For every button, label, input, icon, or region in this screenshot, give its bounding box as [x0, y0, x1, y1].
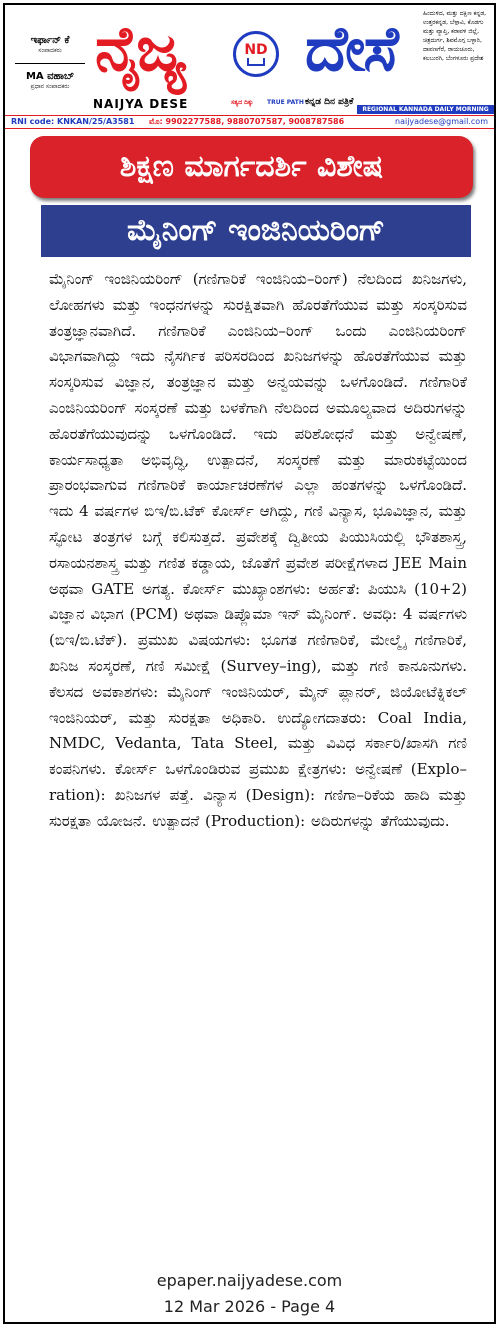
paper-tagline: ಕನ್ನಡ ದಿನ ಪತ್ರಿಕೆ: [305, 97, 354, 107]
editor-credit: [9, 35, 91, 55]
phone-numbers: ಮೊ: 9902277588, 9880707587, 9008787586: [149, 117, 345, 126]
divider: [15, 63, 85, 64]
masthead: [5, 5, 494, 115]
newspaper-logo-icon: [233, 31, 279, 77]
email-link[interactable]: naijyadese@gmail.com: [395, 117, 488, 126]
banner-title: ಶಿಕ್ಷಣ ಮಾರ್ಗದರ್ಶಿ ವಿಶೇಷ: [119, 149, 384, 184]
chief-editor-name: MA ವಹಾಬ್: [25, 71, 75, 82]
book-icon: [247, 58, 265, 66]
newspaper-title-left: ನೈಜ್ಯ: [95, 12, 185, 85]
article-body: ಮೈನಿಂಗ್ ಇಂಜಿನಿಯರಿಂಗ್ (ಗಣಿಗಾರಿಕೆ ಇಂಜಿನಿಯ–ರಿಂಗ್) ನೆಲದಿಂದ ಖನಿಜಗಳು, ಲೋಹಗಳು ಮತ್ತು ಇಂಧನಗಳನ್ನು ಸುರಕ್ಷಿತವಾಗಿ ಹೊರತೆಗೆಯುವ ಮತ್ತು ಸಂಸ್ಕರಿಸುವ ತಂತ್ರಜ್ಞಾನವಾಗಿದೆ. ಗಣಿಗಾರಿಕೆ ಎಂಜಿನಿಯ–ರಿಂಗ್ ಒಂದು ಎಂಜಿನಿಯರಿಂಗ್ ವಿಭಾಗವಾಗಿದ್ದು ಇದು ನೈಸರ್ಗಿಕ ಪರಿಸರದಿಂದ ಖನಿಜಗಳನ್ನು ಹೊರತೆಗೆಯುವ ಮತ್ತು ಸಂಸ್ಕರಿಸುವ ವಿಜ್ಞಾನ, ತಂತ್ರಜ್ಞಾನ ಮತ್ತು ಅನ್ವಯವನ್ನು ಒಳಗೊಂಡಿದೆ. ಗಣಿಗಾರಿಕೆ ಎಂಜಿನಿಯರಿಂಗ್ ಸಂಸ್ಕರಣೆ ಮತ್ತು ಬಳಕೆಗಾಗಿ ನೆಲದಿಂದ ಅಮೂಲ್ಯವಾದ ಅದಿರುಗಳನ್ನು ಹೊರತೆಗೆಯುವುದನ್ನು ಒಳಗೊಂಡಿದೆ. ಇದು ಪರಿಶೋಧನೆ ಮತ್ತು ಅನ್ವೇಷಣೆ, ಕಾರ್ಯಸಾಧ್ಯತಾ ಅಭಿವೃದ್ಧಿ, ಉತ್ಪಾದನೆ, ಸಂಸ್ಕರಣೆ ಮತ್ತು ಮಾರುಕಟ್ಟೆಯಿಂದ ಪ್ರಾರಂಭವಾಗುವ ಗಣಿಗಾರಿಕೆ ಕಾರ್ಯಾಚರಣೆಗಳ ಎಲ್ಲಾ ಹಂತಗಳನ್ನು ಒಳಗೊಂಡಿದೆ. ಇದು 4 ವರ್ಷಗಳ ಬಿಇ/ಬಿ.ಟೆಕ್ ಕೋರ್ಸ್ ಆಗಿದ್ದು, ಗಣಿ ವಿನ್ಯಾಸ, ಭೂವಿಜ್ಞಾನ, ಮತ್ತು ಸ್ಫೋಟ ತಂತ್ರಗಳ ಬಗ್ಗೆ ಕಲಿಸುತ್ತದೆ. ಪ್ರವೇಶಕ್ಕೆ ದ್ವಿತೀಯ ಪಿಯುಸಿಯಲ್ಲಿ ಭೌತಶಾಸ್ತ್ರ, ರಸಾಯನಶಾಸ್ತ್ರ ಮತ್ತು ಗಣಿತ ಕಡ್ಡಾಯ, ಜೊತೆಗೆ ಪ್ರವೇಶ ಪರೀಕ್ಷೆಗಳಾದ JEE Main ಅಥವಾ GATE ಅಗತ್ಯ. ಕೋರ್ಸ್ ಮುಖ್ಯಾಂಶಗಳು: ಅರ್ಹತೆ: ಪಿಯುಸಿ (10+2) ವಿಜ್ಞಾನ ವಿಭಾಗ (PCM) ಅಥವಾ ಡಿಪ್ಲೊಮಾ ಇನ್ ಮೈನಿಂಗ್. ಅವಧಿ: 4 ವರ್ಷಗಳು (ಬಿಇ/ಬಿ.ಟೆಕ್). ಪ್ರಮುಖ ವಿಷಯಗಳು: ಭೂಗತ ಗಣಿಗಾರಿಕೆ, ಮೇಲ್ಮೈ ಗಣಿಗಾರಿಕೆ, ಖನಿಜ ಸಂಸ್ಕರಣೆ, ಗಣಿ ಸಮೀಕ್ಷೆ (Survey–ing), ಮತ್ತು ಗಣಿ ಕಾನೂನುಗಳು. ಕೆಲಸದ ಅವಕಾಶಗಳು: ಮೈನಿಂಗ್ ಇಂಜಿನಿಯರ್, ಮೈನ್ ಪ್ಲಾನರ್, ಜಿಯೋಟೆಕ್ನಿಕಲ್ ಇಂಜಿನಿಯರ್, ಮತ್ತು ಸುರಕ್ಷತಾ ಅಧಿಕಾರಿ. ಉದ್ಯೋಗದಾತರು: Coal India, NMDC, Vedanta, Tata Steel, ಮತ್ತು ವಿವಿಧ ಸರ್ಕಾರಿ/ಖಾಸಗಿ ಗಣಿ ಕಂಪನಿಗಳು. ಕೋರ್ಸ್ ಒಳಗೊಂಡಿರುವ ಪ್ರಮುಖ ಕ್ಷೇತ್ರಗಳು: ಅನ್ವೇಷಣೆ (Explo–ration): ಖನಿಜಗಳ ಪತ್ತೆ. ವಿನ್ಯಾಸ (Design): ಗಣಿಗಾ–ರಿಕೆಯ ಹಾದಿ ಮತ್ತು ಸುರಕ್ಷತಾ ಯೋಜನೆ. ಉತ್ಪಾದನೆ (Production): ಅದಿರುಗಳನ್ನು ತೆಗೆಯುವುದು.: [49, 270, 467, 830]
education-guide-banner: [30, 136, 473, 198]
chief-editor-role: ಪ್ರಧಾನ ಸಂಪಾದಕರು: [30, 83, 70, 90]
chief-editor-credit: [9, 71, 91, 91]
date-page: 12 Mar 2026 - Page 4: [163, 1297, 336, 1316]
epaper-url[interactable]: epaper.naijyadese.com: [156, 1271, 343, 1290]
newspaper-page: [3, 3, 496, 1324]
newspaper-title-english: NAIJYA DESE: [93, 97, 189, 111]
article-title: ಮೈನಿಂಗ್ ಇಂಜಿನಿಯರಿಂಗ್: [127, 213, 385, 248]
slogan-english: TRUE PATH: [267, 99, 304, 106]
editor-role: ಸಂಪಾದಕರು: [38, 47, 62, 54]
info-strip: [5, 115, 494, 129]
editor-name: ಇರ್ಫಾನ್ ಕೆ: [30, 35, 70, 46]
logo-text: ND: [244, 42, 268, 58]
coverage-regions: ಹಿಂದುಳಿದ, ಮತ್ತು ದಕ್ಷಿಣ ಕನ್ನಡ, ಉತ್ತರಕನ್ನಡ, ಬೆಳ್ಗಾವಿ, ಕೊಡಗು ಮತ್ತು ವ್ಯಾಪ್ತಿ, ಕರಾವಳಿ ಜಿಲ್ಲೆ, ಚಿತ್ರದುರ್ಗ, ಶಿವಮೊಗ್ಗ ಬಳ್ಳಾರಿ, ದಾವಣಗೆರೆ, ರಾಯಚೂರು, ಕಲಬುರಗಿ, ಬೆಂಗಳೂರು ಪ್ರದೇಶ: [423, 10, 487, 62]
newspaper-title-right: ದೇಸೆ: [305, 12, 397, 85]
regional-band: REGIONAL KANNADA DAILY MORNING: [357, 105, 494, 114]
article-heading: [41, 205, 471, 257]
rni-code: RNI code: KNKAN/25/A3581: [11, 117, 135, 126]
slogan-kannada: ಸತ್ಯದ ದಿಕ್ಕು: [231, 99, 254, 106]
